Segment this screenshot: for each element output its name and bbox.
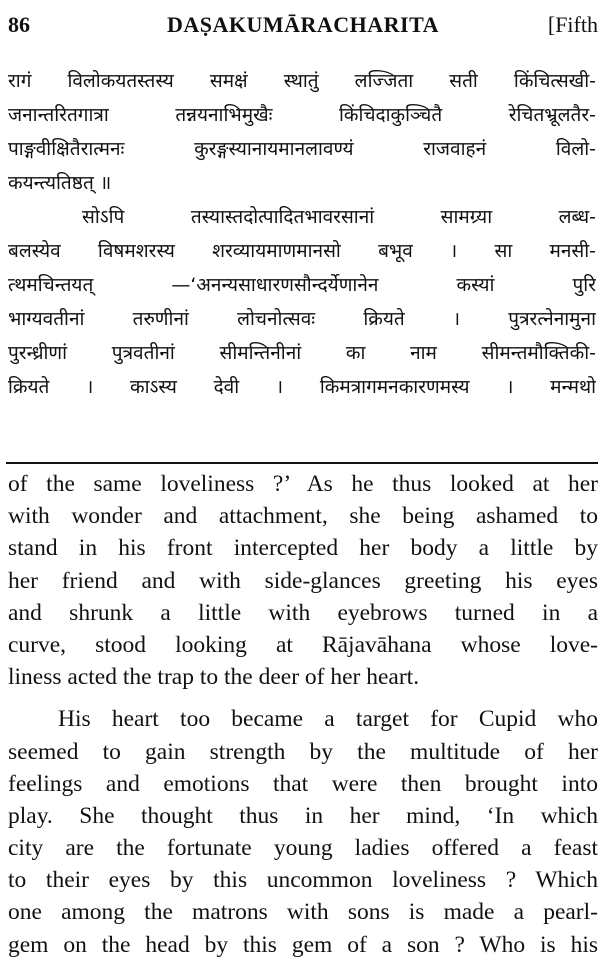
english-line: play. She thought thus in her mind, ‘In which [8,802,598,829]
sanskrit-text-block [8,64,596,404]
english-line: to their eyes by this uncommon loveliness ? Which [8,867,598,894]
sanskrit-line: क्रियते । काऽस्य देवी । किमत्रागमनकारणमस्य । मन्मथो [8,376,596,398]
page-header [8,8,598,42]
english-line: His heart too became a target for Cupid who [58,706,598,733]
sanskrit-line: कयन्त्यतिष्ठत् ॥ [8,172,112,194]
sanskrit-line: पाङ्गवीक्षितैरात्मनः कुरङ्गस्यानायमानलावण्यं राजवाहनं विलो- [8,138,596,160]
english-paragraph-1 [8,468,598,693]
english-line: one among the matrons with sons is made a pearl- [8,899,598,926]
english-line: and shrunk a little with eyebrows turned in a [8,599,598,626]
page-number: 86 [8,12,30,37]
section-divider [6,462,598,464]
english-line: liness acted the trap to the deer of her heart. [8,664,420,691]
english-line: with wonder and attachment, she being ashamed to [8,503,598,530]
english-line: city are the fortunate young ladies offered a feast [8,835,598,862]
sanskrit-line: त्थमचिन्तयत् —‘अनन्यसाधारणसौन्दर्येणानेन कस्यां पुरि [8,274,596,296]
english-line: of the same loveliness ?’ As he thus looked at her [8,471,598,497]
running-title: DAṢAKUMĀRACHARITA [166,12,440,37]
english-line: seemed to gain strength by the multitude of her [8,738,598,765]
sanskrit-line: जनान्तरितगात्रा तन्नयनाभिमुखैः किंचिदाकुञ्चितै रेचितभ्रूलतैर- [8,104,596,126]
sanskrit-line: सोऽपि तस्यास्तदोत्पादितभावरसानां सामग्र्या लब्ध- [82,206,596,228]
sanskrit-line: रागं विलोकयतस्तस्य समक्षं स्थातुं लज्जिता सती किंचित्सखी- [8,70,596,92]
sanskrit-line: भाग्यवतीनां तरुणीनां लोचनोत्सवः क्रियते । पुत्ररत्नेनामुना [8,308,596,330]
english-translation-block [8,468,598,961]
english-line: her friend and with side-glances greeting his eyes [8,567,598,594]
english-line: curve, stood looking at Rājavāhana whose love- [8,631,598,658]
paragraph-gap [8,693,598,703]
section-marker: [Fifth [547,12,598,37]
sanskrit-line: बलस्येव विषमशरस्य शरव्यायमाणमानसो बभूव । सा मनसी- [8,240,596,262]
english-line: feelings and emotions that were then brought into [8,770,598,797]
english-paragraph-2 [8,703,598,961]
english-line: gem on the head by this gem of a son ? Who is his [8,931,598,958]
sanskrit-line: पुरन्ध्रीणां पुत्रवतीनां सीमन्तिनीनां का नाम सीमन्तमौक्तिकी- [8,342,596,364]
english-line: stand in his front intercepted her body a little by [8,535,598,562]
